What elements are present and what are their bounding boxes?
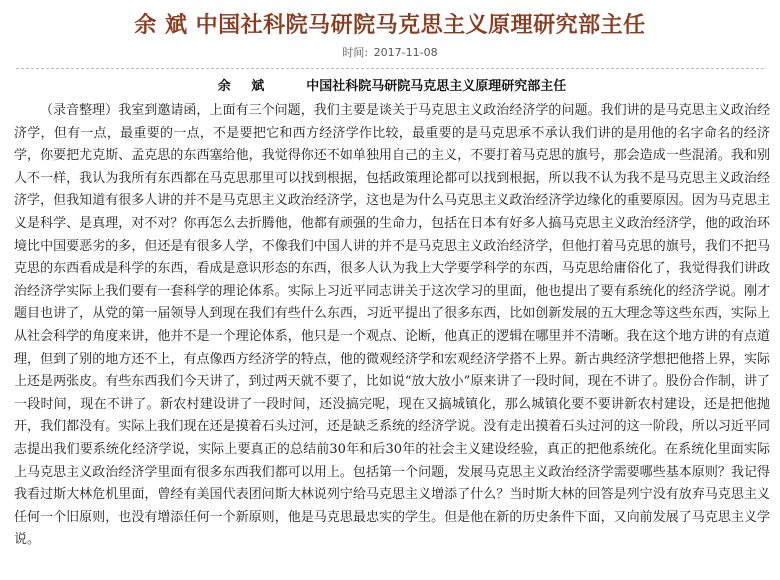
article-paragraph: （录音整理）我室到邀请函，上面有三个问题，我们主要是谈关于马克思主义政治经济学的问题。我们讲的是马克思主义政治经济学，但有一点，最重要的一点，不是要把它和西方经济学作比较，最重要的是马克思承不承认我们讲的是用他的名字命名的经济学，你要把尤克斯、孟克思的东西塞给他，我觉得你还不如单独用自己的主义，不要打着马克思的旗号，那会造成一些混淆。我和别人不一样，我认为我所有东西都在马克思那里可以找到根据，包括政策理论都可以找到根据，所以我不认为我不是马克思主义政治经济学，但我知道有很多人讲的并不是马克思主义政治经济学，这也是为什么马克思主义政治经济学边缘化的重要原因。因为马克思主义是科学、是真理，对不对？你再怎么去折腾他，他都有顽强的生命力，包括在日本有好多人搞马克思主义政治经济学，他的政治环境比中国要恶劣的多，但还是有很多人学，不像我们中国人讲的并不是马克思主义政治经济学，但他打着马克思的旗号，我们不把马克思的东西看成是科学的东西，看成是意识形态的东西，很多人认为我上大学要学科学的东西，马克思给庸俗化了，我觉得我们讲政治经济学实际上我们要有一套科学的理论体系。实际上习近平同志讲关于这次学习的里面，他也提出了要有系统化的经济学说。刚才题目也讲了，从党的第一届领导人到现在我们有些什么东西，习近平提出了很多东西，比如创新发展的五大理念等这些东西，实际上从社会科学的角度来讲，他并不是一个理论体系，他只是一个观点、论断，他真正的逻辑在哪里并不清晰。我在这个地方讲的有点道理，但到了别的地方还不上，有点像西方经济学的特点，他的微观经济学和宏观经济学搭不上界。新古典经济学想把他搭上界，实际上还是两张皮。有些东西我们今天讲了，到过两天就不要了，比如说“放大放小”原来讲了一段时间，现在不讲了。股份合作制，讲了一段时间，现在不讲了。新农村建设讲了一段时间，还没搞完呢，现在又搞城镇化，那么城镇化要不要讲新农村建设，还是把他抛开，我们都没有。实际上我们现在还是摸着石头过河，还是缺乏系统的经济学说。没有走出摸着石头过河的这一阶段，所以习近平同志提出我们要系统化经济学说，实际上要真正的总结前30年和后30年的社会主义建设经验，真正的把他系统化。在系统化里面实际上马克思主义政治经济学里面有很多东西我们都可以用上。包括第一个问题，发展马克思主义政治经济学需要哪些基本原则？我记得我看过斯大林危机里面，曾经有美国代表团问斯大林说列宁给马克思主义增添了什么？当时斯大林的回答是列宁没有放弃马克思主义任何一个旧原则，也没有增添任何一个新原则，他是马克思最忠实的学生。但是他在新的历史条件下面，又向前发展了马克思主义学说。 xyxy=(14,103,770,548)
page-title: 余 斌 中国社科院马研院马克思主义原理研究部主任 xyxy=(134,13,646,38)
publish-meta xyxy=(0,46,780,60)
header-divider xyxy=(16,68,764,69)
publish-time-label: 时间: xyxy=(342,46,369,59)
article-byline xyxy=(14,78,770,96)
byline-author: 余 斌 xyxy=(217,79,273,94)
article-body xyxy=(14,78,770,552)
byline-title: 中国社科院马研院马克思主义原理研究部主任 xyxy=(306,79,567,94)
publish-time-value: 2017-11-08 xyxy=(373,46,438,59)
